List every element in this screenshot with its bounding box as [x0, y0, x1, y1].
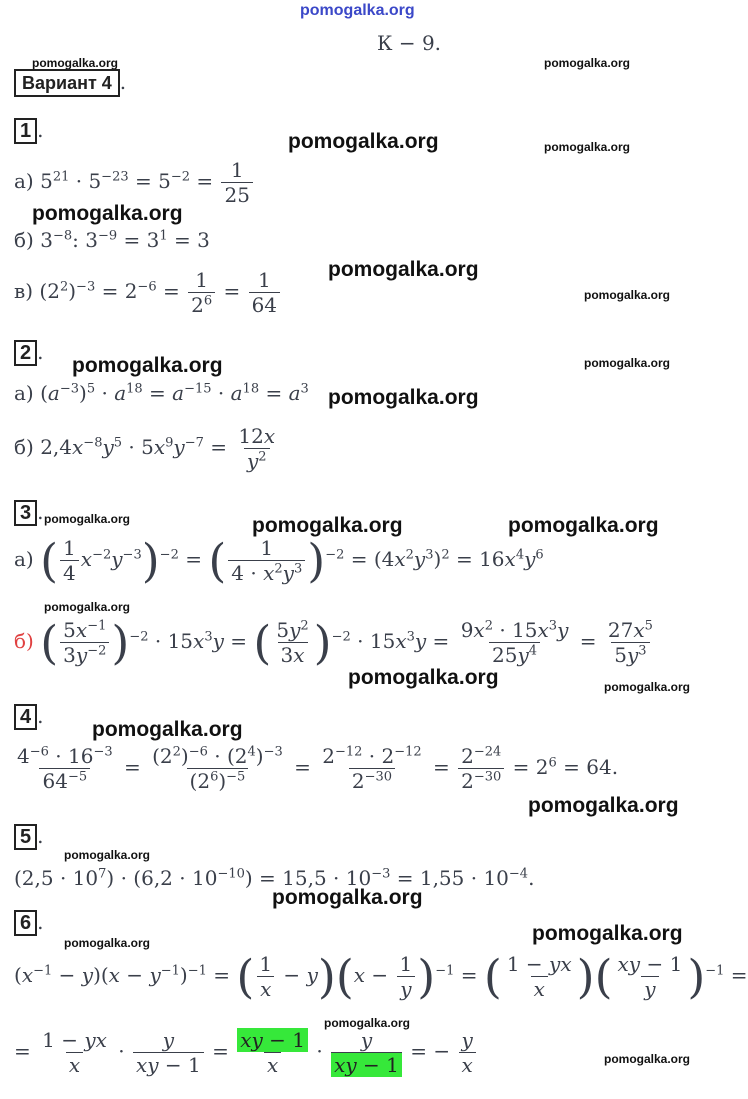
watermark: pomogalka.org — [584, 356, 671, 370]
task-3-number: 3 . — [14, 500, 43, 525]
task-3a: а) ( $\frac{1}{4}$ $x^{-2}y^{-3})^{-2}$ = ( $\frac{1}{4 \cdot x^2y^3}$ )$^{-2} = (4x^2y^3)^2 = 16x^4y^6$ — [14, 533, 544, 588]
watermark: pomogalka.org — [604, 680, 691, 694]
task-1-number: 1 . — [14, 118, 43, 143]
watermark: pomogalka.org — [584, 288, 671, 302]
task-5-number: 5 . — [14, 824, 43, 849]
watermark: pomogalka.org — [72, 354, 223, 377]
watermark: pomogalka.org — [44, 600, 131, 614]
task-6-line-2: = $\frac{1 - yx}{x}$ · $\frac{y}{xy - 1}$ = $\frac{xy - 1}{x}$ · $\frac{y}{xy - 1}$ = − $\frac{y}{x}$ — [14, 1028, 478, 1077]
watermark: pomogalka.org — [604, 1052, 691, 1066]
variant-label: Вариант 4 — [14, 69, 120, 97]
watermark: pomogalka.org — [32, 202, 183, 225]
task-2a: а) $(a^{-3})^5 \cdot a^{18} = a^{-15} \cdot a^{18} = a^3$ — [14, 381, 309, 405]
task-1v: в) $(2^2)^{-3} = 2^{-6}$ = $\frac{1}{2^6}$ = $\frac{1}{64}$ — [14, 268, 282, 317]
watermark: pomogalka.org — [272, 886, 423, 909]
watermark: pomogalka.org — [328, 258, 479, 281]
task-6-number: 6 . — [14, 910, 43, 935]
watermark: pomogalka.org — [252, 514, 403, 537]
watermark: pomogalka.org — [288, 130, 439, 153]
watermark: pomogalka.org — [92, 718, 243, 741]
site-watermark-top: pomogalka.org — [300, 2, 415, 19]
task-3b: б) ( $\frac{5x^{-1}}{3y^{-2}}$ )$^{-2} \cdot 15x^3y$ = ( $\frac{5y^2}{3x}$ )$^{-2} \cdot 15x^3y$ = $\frac{9x^2 \cdot 15x^3y}{25y^4}$ = $\frac{27x^5}{5y^3}$ — [14, 615, 653, 670]
watermark: pomogalka.org — [328, 386, 479, 409]
task-1a: а) $5^{21} \cdot 5^{-23} = 5^{-2}$ = $\frac{1}{25}$ — [14, 158, 255, 207]
watermark: pomogalka.org — [64, 848, 151, 862]
task-6-line-1: $(x^{-1} - y)(x - y^{-1})^{-1}$ = ( $\frac{1}{x}$ − y)(x − $\frac{1}{y}$ )$^{-1}$ = ( $\frac{1 - yx}{x}$ )( $\frac{xy - 1}{y}$ )$^{-1}$ = — [14, 949, 748, 1004]
task-1b: б) $3^{-8}$: $3^{-9} = 3^1 = 3$ — [14, 228, 210, 252]
watermark: pomogalka.org — [348, 666, 499, 689]
variant-dot: . — [119, 70, 127, 94]
page-title: К − 9. — [377, 31, 442, 55]
task-2b: б) $2,4x^{-8}y^5 \cdot 5x^9y^{-7}$ = $\frac{12x}{y^2}$ — [14, 424, 276, 473]
task-5: $(2,5 \cdot 10^7) \cdot (6,2 \cdot 10^{-10}) = 15,5 \cdot 10^{-3} = 1,55 \cdot 10^{-4}$. — [14, 866, 535, 890]
task-4-number: 4 . — [14, 704, 43, 729]
watermark: pomogalka.org — [532, 922, 683, 945]
watermark: pomogalka.org — [508, 514, 659, 537]
watermark: pomogalka.org — [528, 794, 679, 817]
watermark: pomogalka.org — [544, 56, 631, 70]
watermark: pomogalka.org — [544, 140, 631, 154]
variant-heading — [14, 70, 126, 94]
task-4: $\frac{4^{-6} \cdot 16^{-3}}{64^{-5}}$ = $\frac{(2^2)^{-6} \cdot (2^4)^{-3}}{(2^6)^{-5}}$ = $\frac{2^{-12} \cdot 2^{-12}}{2^{-30}}$ = $\frac{2^{-24}}{2^{-30}}$ = $2^6 = 64$. — [17, 744, 619, 793]
watermark: pomogalka.org — [64, 936, 151, 950]
task-2-number: 2 . — [14, 340, 43, 365]
watermark: pomogalka.org — [44, 512, 131, 526]
watermark: pomogalka.org — [32, 56, 119, 70]
watermark: pomogalka.org — [324, 1016, 411, 1030]
